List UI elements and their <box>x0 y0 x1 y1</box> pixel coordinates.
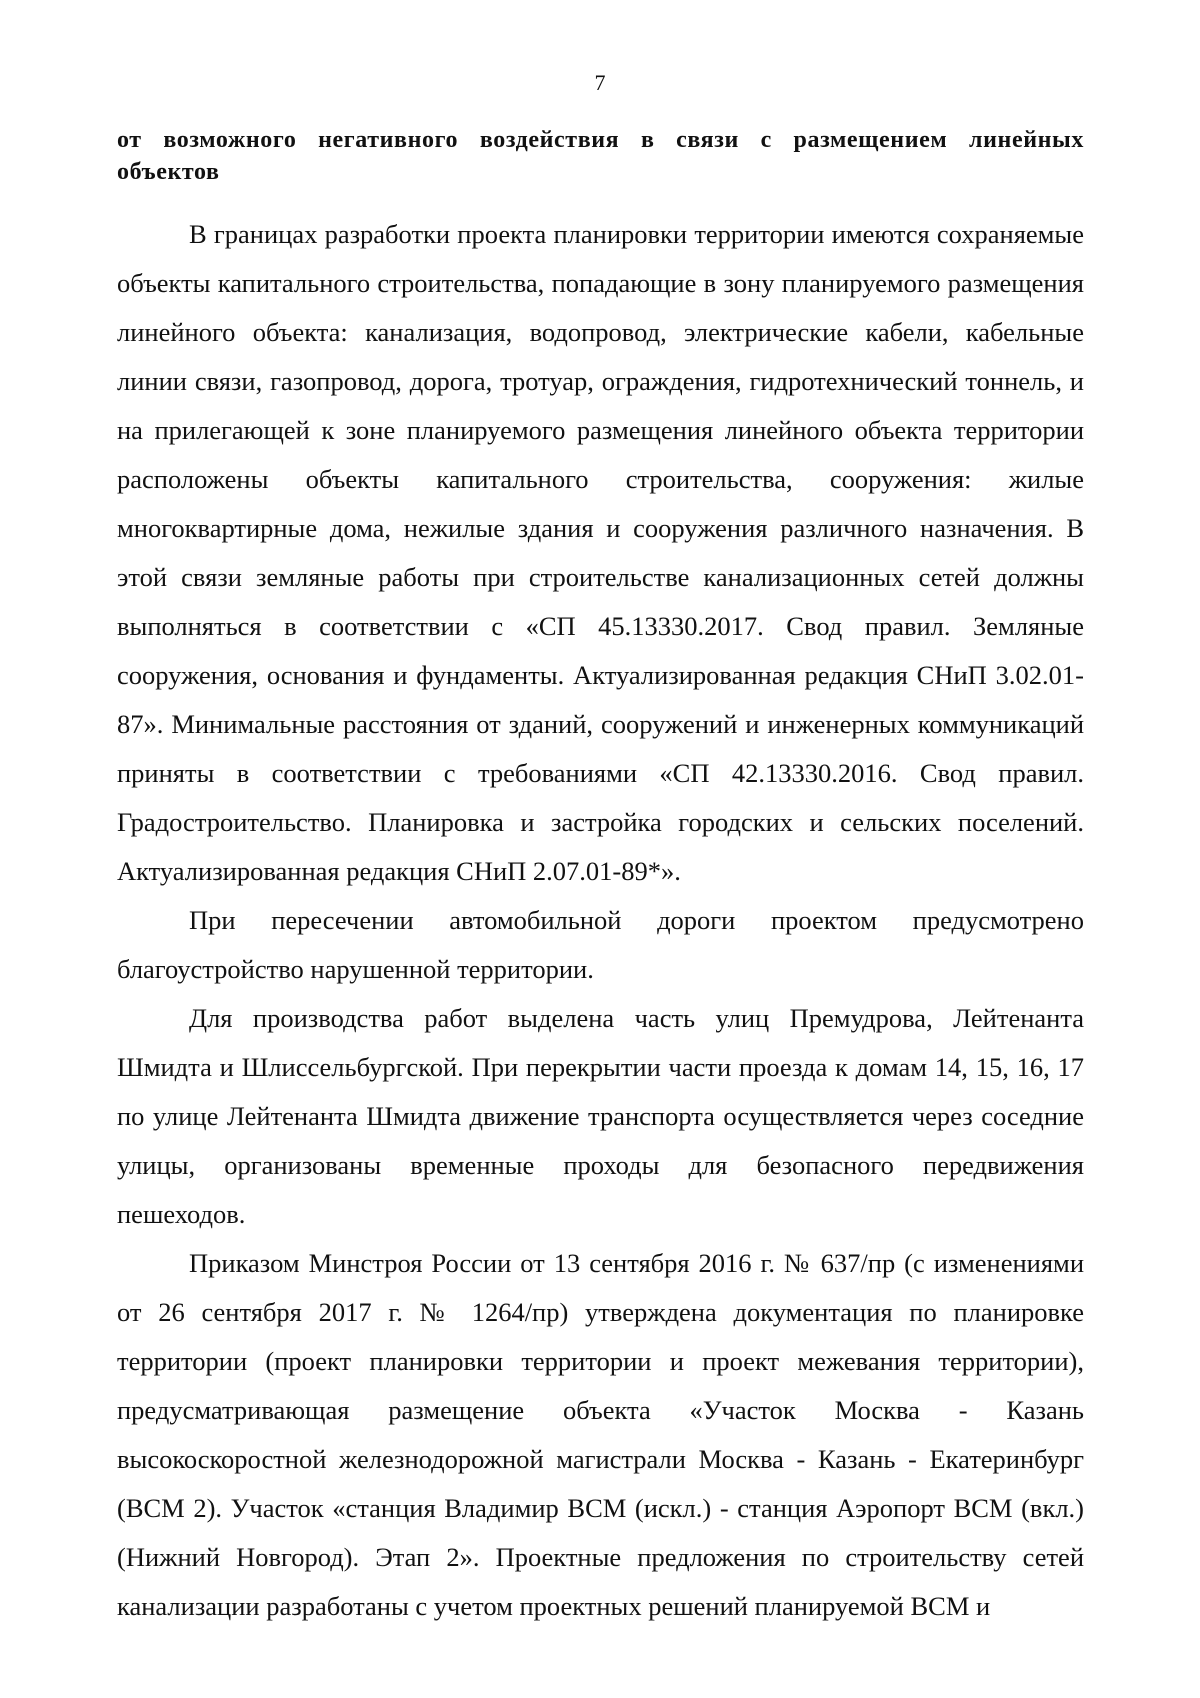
section-heading: от возможного негативного воздействия в связи с размещением линейных объектов <box>117 127 1084 185</box>
paragraph-ministry-order: Приказом Минстроя России от 13 сентября 2016 г. № 637/пр (с изменениями от 26 сентября 2017 г. № 1264/пр) утверждена документация по планировке территории (проект планировки территории и проект межевания территории), предусматривающая размещение объекта «Участок Москва - Казань высокоскоростной железнодорожной магистрали Москва - Казань - Екатеринбург (ВСМ 2). Участок «станция Владимир ВСМ (искл.) - станция Аэропорт ВСМ (вкл.) (Нижний Новгород). Этап 2». Проектные предложения по строительству сетей канализации разработаны с учетом проектных решений планируемой ВСМ и <box>117 1248 1084 1621</box>
paragraph-street-closure: Для производства работ выделена часть улиц Премудрова, Лейтенанта Шмидта и Шлиссельбургской. При перекрытии части проезда к домам 14, 15, 16, 17 по улице Лейтенанта Шмидта движение транспорта осуществляется через соседние улицы, организованы временные проходы для безопасного передвижения пешеходов. <box>117 1003 1084 1229</box>
page-content <box>117 124 1084 1631</box>
paragraph-road-crossing: При пересечении автомобильной дороги проектом предусмотрено благоустройство нарушенной территории. <box>117 905 1084 984</box>
page-number: 7 <box>594 70 606 95</box>
paragraph-existing-objects: В границах разработки проекта планировки территории имеются сохраняемые объекты капитального строительства, попадающие в зону планируемого размещения линейного объекта: канализация, водопровод, электрические кабели, кабельные линии связи, газопровод, дорога, тротуар, ограждения, гидротехнический тоннель, и на прилегающей к зоне планируемого размещения линейного объекта территории расположены объекты капитального строительства, сооружения: жилые многоквартирные дома, нежилые здания и сооружения различного назначения. В этой связи земляные работы при строительстве канализационных сетей должны выполняться в соответствии с «СП 45.13330.2017. Свод правил. Земляные сооружения, основания и фундаменты. Актуализированная редакция СНиП 3.02.01-87». Минимальные расстояния от зданий, сооружений и инженерных коммуникаций приняты в соответствии с требованиями «СП 42.13330.2016. Свод правил. Градостроительство. Планировка и застройка городских и сельских поселений. Актуализированная редакция СНиП 2.07.01-89*». <box>117 219 1084 886</box>
